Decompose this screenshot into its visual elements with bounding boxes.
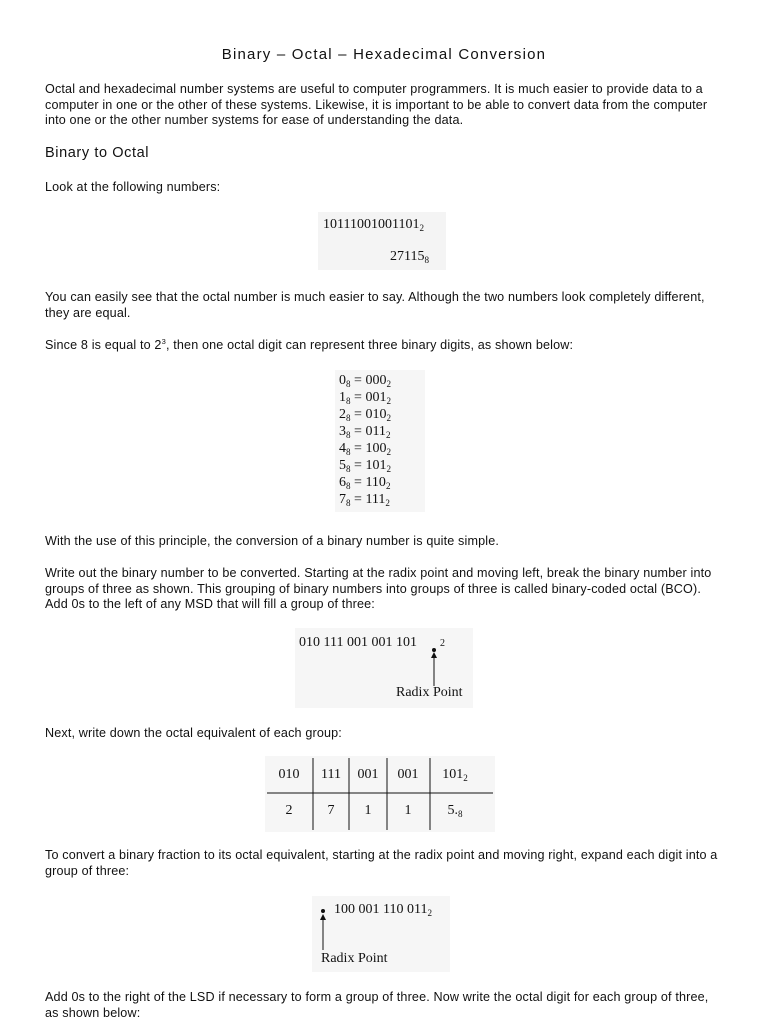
group-binary-cell: 001	[357, 767, 379, 782]
since-paragraph: Since 8 is equal to $2^3$, then one octal digit can represent three binary digits, as shown below:	[45, 337, 574, 352]
group-binary-cell: 010	[278, 767, 300, 782]
next-paragraph: Next, write down the octal equivalent of each group:	[45, 726, 342, 740]
intro-paragraph: Octal and hexadecimal number systems are useful to computer programmers. It is much easier to provide data to a computer in one or the other of these systems. Likewise, it is important to be able to convert data from the computer into one or the other number systems for ease of understanding the data.	[45, 82, 708, 127]
group-octal-cell: 1	[404, 803, 412, 818]
octal-equivalence-row: $3_8 = 011_2$	[339, 424, 391, 440]
example-figure	[318, 212, 446, 270]
group-octal-cell: 7	[327, 803, 335, 818]
group-octal-cell: $5._8$	[447, 803, 463, 819]
octal-equivalence-row: $6_8 = 110_2$	[339, 475, 391, 491]
grouping-base: 2	[440, 638, 445, 649]
add-paragraph: Add 0s to the right of the LSD if necessary to form a group of three. Now write the octal digit for each group of three, as shown below:	[45, 990, 709, 1020]
group-binary-cell: $101_2$	[442, 767, 468, 783]
octal-equivalence-row: $2_8 = 010_2$	[339, 407, 391, 423]
grouping-figure	[295, 628, 473, 708]
principle-paragraph: With the use of this principle, the conversion of a binary number is quite simple.	[45, 534, 499, 548]
group-octal-cell: 1	[364, 803, 372, 818]
octal-equivalence-row: $7_8 = 111_2$	[339, 492, 390, 508]
fraction-paragraph: To convert a binary fraction to its octal equivalent, starting at the radix point and moving right, expand each digit into a group of three:	[45, 848, 718, 878]
page-title: Binary – Octal – Hexadecimal Conversion	[221, 46, 547, 63]
group-table-figure	[265, 756, 495, 832]
fraction-number: 100 001 110 $011_2$	[334, 902, 433, 918]
group-binary-cell: 111	[321, 767, 341, 782]
grouping-radix-label: Radix Point	[396, 685, 463, 700]
grouping-number: 010 111 001 001 101	[299, 635, 417, 650]
fraction-figure	[312, 896, 450, 972]
section-heading: Binary to Octal	[45, 145, 150, 161]
example-octal: $27115_8$	[390, 249, 430, 265]
octal-equivalence-row: $0_8 = 000_2$	[339, 373, 391, 389]
look-paragraph: Look at the following numbers:	[45, 180, 221, 194]
group-octal-cell: 2	[285, 803, 293, 818]
octal-binary-figure	[335, 370, 425, 512]
group-binary-cell: 001	[397, 767, 419, 782]
octal-equivalence-row: $4_8 = 100_2$	[339, 441, 391, 457]
write-paragraph: Write out the binary number to be converted. Starting at the radix point and moving left, break the binary number into groups of three as shown. This grouping of binary numbers into groups of three is called binary-coded octal (BCO). Add 0s to the left of any MSD that will fill a group of three:	[45, 566, 712, 611]
octal-equivalence-row: $1_8 = 001_2$	[339, 390, 391, 406]
easy-paragraph: You can easily see that the octal number is much easier to say. Although the two numbers look completely different, they are equal.	[45, 290, 705, 320]
example-binary: $10111001001101_2$	[323, 217, 424, 233]
fraction-radix-label: Radix Point	[321, 951, 388, 966]
octal-equivalence-row: $5_8 = 101_2$	[339, 458, 391, 474]
